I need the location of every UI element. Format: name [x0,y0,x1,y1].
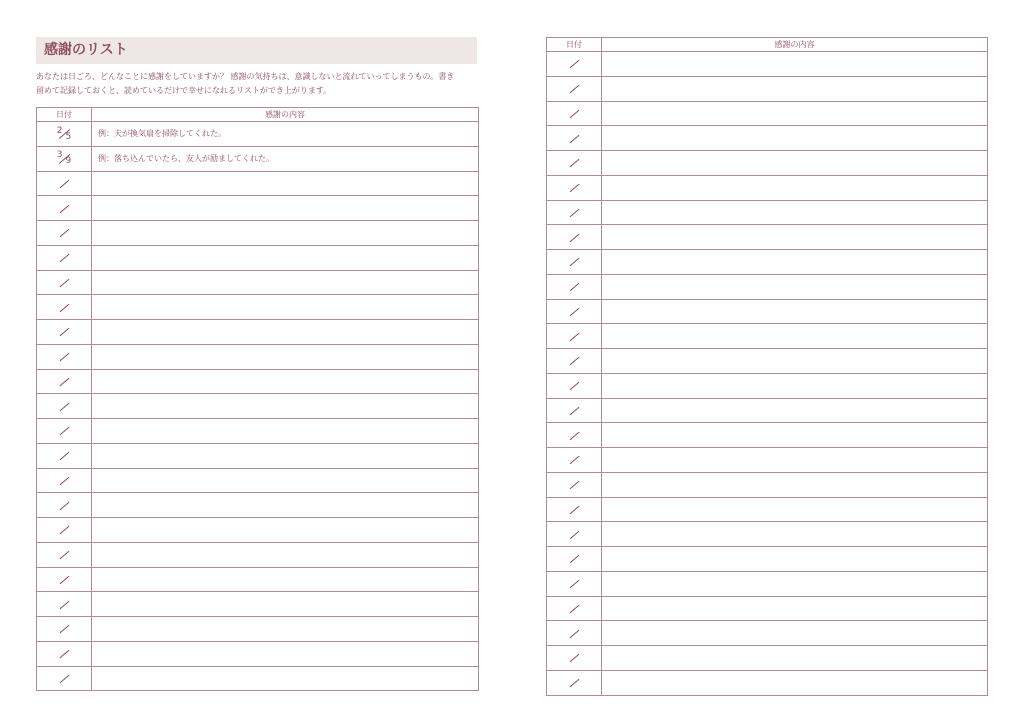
content-cell[interactable] [602,472,988,497]
date-slash [569,209,579,217]
content-cell[interactable]: 例：夫が換気扇を掃除してくれた。 [92,122,479,147]
date-day: 5 [65,131,72,142]
content-cell[interactable] [602,448,988,473]
table-row [37,344,479,369]
date-slash [569,431,579,439]
content-cell[interactable]: 例：落ち込んでいたら、友人が励ましてくれた。 [92,146,479,171]
title-banner [36,37,477,64]
content-cell[interactable] [92,344,479,369]
date-slash [569,85,579,93]
content-cell[interactable] [602,547,988,572]
table-row [547,423,988,448]
date-cell[interactable] [547,448,602,473]
table-row [37,567,479,592]
content-cell[interactable] [92,617,479,642]
date-cell[interactable] [37,369,92,394]
table-row [547,621,988,646]
date-cell[interactable] [547,126,602,151]
date-slash [569,580,579,588]
header-content: 感謝の内容 [92,108,479,122]
table-row [547,151,988,176]
date-cell[interactable] [547,423,602,448]
content-cell[interactable] [602,596,988,621]
header-date: 日付 [37,108,92,122]
date-slash [59,576,69,584]
example-row [37,122,479,147]
date-cell[interactable] [547,250,602,275]
content-cell[interactable] [92,518,479,543]
table-row [547,349,988,374]
table-row [37,171,479,196]
table-row [37,542,479,567]
date-day: 9 [65,156,72,167]
date-cell[interactable] [37,592,92,617]
date-slash [569,629,579,637]
table-row [547,670,988,695]
table-row [547,101,988,126]
date-cell[interactable] [37,443,92,468]
content-cell[interactable] [602,101,988,126]
date-cell[interactable] [547,349,602,374]
date-cell[interactable] [547,200,602,225]
date-slash [569,134,579,142]
date-slash [569,456,579,464]
content-cell[interactable] [92,295,479,320]
table-row [37,617,479,642]
table-row [547,200,988,225]
content-cell[interactable] [92,468,479,493]
page-title: 感謝のリスト [44,42,128,58]
content-cell[interactable] [92,196,479,221]
date-slash [59,254,69,262]
content-cell[interactable] [602,274,988,299]
example-row [37,146,479,171]
date-slash [569,679,579,687]
table-row [37,245,479,270]
content-cell[interactable] [602,200,988,225]
date-slash [59,204,69,212]
content-cell[interactable] [602,670,988,695]
content-cell[interactable] [92,419,479,444]
date-slash [59,625,69,633]
date-cell[interactable] [37,518,92,543]
content-cell[interactable] [92,567,479,592]
date-cell[interactable] [547,522,602,547]
header-date: 日付 [547,38,602,52]
table-row [37,666,479,691]
date-slash [569,110,579,118]
date-slash [59,279,69,287]
date-cell[interactable] [547,101,602,126]
date-cell[interactable] [547,497,602,522]
table-row [547,472,988,497]
table-row [37,196,479,221]
content-cell[interactable] [602,250,988,275]
date-cell[interactable] [547,571,602,596]
table-row [37,443,479,468]
content-cell[interactable] [92,542,479,567]
date-slash [59,526,69,534]
content-cell[interactable] [602,225,988,250]
content-cell[interactable] [602,646,988,671]
date-cell[interactable] [547,398,602,423]
content-cell[interactable] [92,641,479,666]
table-row [37,493,479,518]
content-cell[interactable] [92,270,479,295]
date-cell[interactable] [37,171,92,196]
table-row [547,76,988,101]
date-slash [59,427,69,435]
table-row [547,274,988,299]
date-slash [569,407,579,415]
date-slash [569,654,579,662]
content-cell[interactable] [92,245,479,270]
content-cell[interactable] [92,221,479,246]
date-slash [59,303,69,311]
table-row [547,596,988,621]
content-cell[interactable] [92,666,479,691]
date-slash [569,184,579,192]
content-cell[interactable] [602,324,988,349]
date-cell[interactable] [547,646,602,671]
table-row [547,497,988,522]
table-row [37,518,479,543]
date-slash [59,600,69,608]
date-cell[interactable] [37,320,92,345]
date-cell[interactable] [547,225,602,250]
content-cell[interactable] [602,522,988,547]
date-slash [569,233,579,241]
date-cell[interactable] [547,373,602,398]
date-slash [569,481,579,489]
intro-line-1: あなたは日ごろ、どんなことに感謝をしていますか？ 感謝の気持ちは、意識しないと流れていってしまうもの。書き [36,72,455,81]
date-slash [569,283,579,291]
table-row [547,52,988,77]
date-cell[interactable] [37,270,92,295]
table-row [37,320,479,345]
date-slash [59,229,69,237]
date-cell[interactable] [37,245,92,270]
table-row [547,250,988,275]
content-cell[interactable] [602,398,988,423]
content-cell[interactable] [602,175,988,200]
date-slash [569,605,579,613]
content-cell[interactable] [602,373,988,398]
table-row [547,522,988,547]
table-row [547,646,988,671]
content-cell[interactable] [602,151,988,176]
date-cell[interactable] [547,547,602,572]
date-slash [569,332,579,340]
date-cell[interactable] [37,221,92,246]
date-cell[interactable] [547,670,602,695]
date-cell[interactable] [547,299,602,324]
date-cell[interactable] [547,76,602,101]
gratitude-table-right [546,37,988,696]
date-slash [59,501,69,509]
content-cell[interactable] [92,394,479,419]
intro-text [36,70,478,98]
content-cell[interactable] [602,52,988,77]
date-cell[interactable] [547,274,602,299]
date-slash [569,530,579,538]
content-cell[interactable] [602,349,988,374]
table-row [37,221,479,246]
content-cell[interactable] [92,443,479,468]
header-content: 感謝の内容 [602,38,988,52]
date-cell[interactable] [37,468,92,493]
date-slash [59,378,69,386]
date-slash [59,452,69,460]
date-slash [59,180,69,188]
date-cell[interactable] [547,151,602,176]
table-row [547,373,988,398]
content-cell[interactable] [92,369,479,394]
table-row [547,175,988,200]
date-slash [59,675,69,683]
date-cell[interactable] [547,472,602,497]
date-slash [569,506,579,514]
date-slash [569,60,579,68]
date-slash [569,159,579,167]
table-row [37,641,479,666]
date-slash [59,477,69,485]
intro-line-2: 留めて記録しておくと、読めているだけで幸せになれるリストができ上がります。 [36,86,332,95]
table-row [37,468,479,493]
date-slash [569,555,579,563]
date-cell[interactable] [37,146,92,171]
content-cell[interactable] [92,592,479,617]
date-slash [59,353,69,361]
content-cell[interactable] [602,76,988,101]
date-cell[interactable] [37,419,92,444]
content-cell[interactable] [602,423,988,448]
table-row [547,571,988,596]
table-row [547,398,988,423]
date-slash [59,328,69,336]
content-cell[interactable] [602,126,988,151]
date-cell[interactable] [37,394,92,419]
content-cell[interactable] [602,621,988,646]
table-row [37,592,479,617]
date-cell[interactable] [37,196,92,221]
date-slash [569,258,579,266]
table-row [547,547,988,572]
date-cell[interactable] [37,542,92,567]
date-cell[interactable] [37,122,92,147]
table-row [37,270,479,295]
date-cell[interactable] [547,596,602,621]
content-cell[interactable] [92,171,479,196]
date-cell[interactable] [37,295,92,320]
date-slash [569,382,579,390]
table-row [547,324,988,349]
date-cell[interactable] [547,621,602,646]
date-cell[interactable] [37,567,92,592]
table-row [547,225,988,250]
date-cell[interactable] [547,52,602,77]
date-slash [569,357,579,365]
table-row [547,126,988,151]
content-cell[interactable] [92,493,479,518]
content-cell[interactable] [602,497,988,522]
content-cell[interactable] [602,299,988,324]
date-cell[interactable] [547,324,602,349]
date-cell[interactable] [37,641,92,666]
table-row [37,295,479,320]
date-cell[interactable] [37,344,92,369]
table-row [547,299,988,324]
table-row [37,394,479,419]
date-slash [569,308,579,316]
table-row [37,369,479,394]
content-cell[interactable] [602,571,988,596]
date-month: 2 [56,125,63,136]
table-row [547,448,988,473]
date-cell[interactable] [547,175,602,200]
date-month: 3 [56,150,63,161]
date-slash [59,551,69,559]
date-slash [59,650,69,658]
gratitude-table-left [36,107,479,691]
content-cell[interactable] [92,320,479,345]
date-cell[interactable] [37,666,92,691]
table-row [37,419,479,444]
date-slash [59,402,69,410]
date-cell[interactable] [37,617,92,642]
date-cell[interactable] [37,493,92,518]
